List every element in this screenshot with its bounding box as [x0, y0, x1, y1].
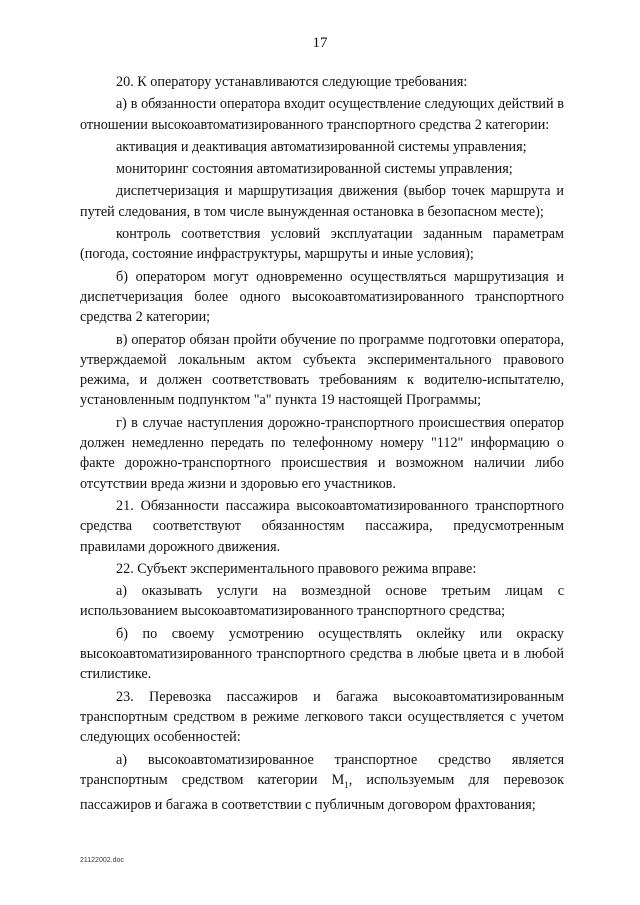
paragraph-text: , используемым для перевозок пассажиров и багажа в соответствии с публичным договором фрахтования;: [80, 771, 564, 813]
paragraph: 21. Обязанности пассажира высокоавтоматизированного транспортного средства соответствуют обязанностям пассажира, предусмотренным правилами дорожного движения.: [80, 497, 564, 555]
paragraph: 20. К оператору устанавливаются следующие требования:: [116, 74, 468, 90]
paragraph: [80, 750, 564, 816]
document-body: [80, 72, 564, 817]
subscript-text: 1: [344, 779, 349, 790]
paragraph: б) оператором могут одновременно осуществляться маршрутизация и диспетчеризация более одного высокоавтоматизированного транспортного средства 2 категории;: [80, 268, 564, 326]
paragraph-text: а) высокоавтоматизированное транспортное средство является транспортным средством категории M: [80, 751, 564, 788]
paragraph: контроль соответствия условий эксплуатации заданным параметрам (погода, состояние инфраструктуры, маршруты и иные условия);: [80, 226, 564, 263]
paragraph: б) по своему усмотрению осуществлять оклейку или окраску высокоавтоматизированного транспортного средства в любые цвета и в любой стилистике.: [80, 625, 564, 683]
paragraph: г) в случае наступления дорожно-транспортного происшествия оператор должен немедленно передать по телефонному номеру "112" информацию о факте дорожно-транспортного происшествия и возможном наличии либо отсутствии вреда жизни и здоровью его участников.: [80, 414, 564, 492]
paragraph: мониторинг состояния автоматизированной системы управления;: [116, 161, 513, 178]
paragraph: в) оператор обязан пройти обучение по программе подготовки оператора, утверждаемой локальным актом субъекта экспериментального правового режима, и должен соответствовать требованиям к водителю-испытателю, установленным подпунктом "а" пункта 19 настоящей Программы;: [80, 331, 564, 409]
page-number: 17: [312, 35, 328, 51]
footer-file-code: 21122002.doc: [80, 857, 124, 864]
paragraph: активация и деактивация автоматизированной системы управления;: [116, 138, 527, 155]
paragraph: 23. Перевозка пассажиров и багажа высокоавтоматизированным транспортным средством в режиме легкового такси осуществляется с учетом следующих особенностей:: [80, 688, 564, 746]
paragraph: диспетчеризация и маршрутизация движения (выбор точек маршрута и путей следования, в том числе вынужденная остановка в безопасном месте);: [80, 183, 564, 220]
paragraph: 22. Субъект экспериментального правового режима вправе:: [116, 560, 477, 577]
paragraph: а) оказывать услуги на возмездной основе третьим лицам с использованием высокоавтоматизированного транспортного средства;: [80, 583, 564, 620]
paragraph: а) в обязанности оператора входит осуществление следующих действий в отношении высокоавтоматизированного транспортного средства 2 категории:: [80, 96, 564, 133]
